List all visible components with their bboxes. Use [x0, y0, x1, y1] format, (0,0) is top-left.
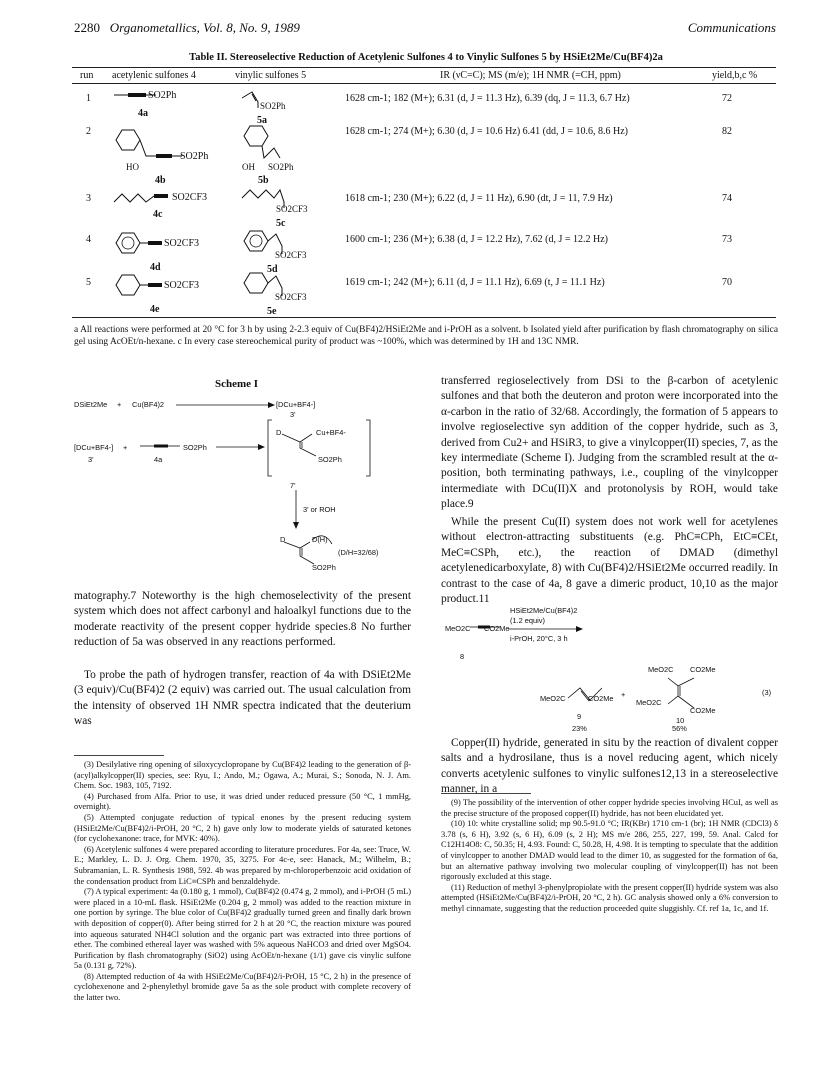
- col-yield: yield,b,c %: [712, 70, 758, 81]
- row3-a-label: 4c: [153, 209, 163, 220]
- row4-a-label: 4d: [150, 262, 161, 273]
- ref-6: (6) Acetylenic sulfones 4 were prepared according to literature procedures. For 4a, see: Truce, W. E.; Markley, L. D. J. Org. Chem. 1970, 35, 3275. For 4c-e, see: Hanack, M.; Wilhelm, B.; Subramanian, L. R. Synthesis 1988, 592. 4b was prepared by m-chloroperbenzoic acid oxidation of the condensation product from LiC≡CSPh and benzaldehyde.: [74, 844, 411, 886]
- eq-plus: +: [621, 690, 626, 699]
- ref-5: (5) Attempted conjugate reduction of typical enones by the present reducing system (HSiEt2Me/Cu(BF4)2/i-PrOH, 20 °C, 2 h) gave only low to moderate yields of saturated ketones (for cyclohexanone: trace, for MVK: 40%).: [74, 812, 411, 844]
- eq-yield9: 23%: [572, 724, 587, 733]
- scheme-prod-d: D: [280, 535, 286, 544]
- eq-conditions: i-PrOH, 20°C, 3 h: [510, 634, 568, 643]
- scheme-num3: 3': [290, 410, 296, 419]
- row1-yield: 72: [722, 93, 732, 104]
- row3-yield: 74: [722, 193, 732, 204]
- table-footnote: a All reactions were performed at 20 °C for 3 h by using 2-2.3 equiv of Cu(BF4)2/HSiEt2Me and i-PrOH as a solvent. b Isolated yield after purification by flash chromatography on silica gel using AcOEt/n-hexane. c In every case stereochemical purity of product was ~100%, which was determined by 1H and 13C NMR.: [74, 325, 778, 348]
- row5-acetylene-structure: [112, 272, 172, 300]
- left-paragraph-1: matography.7 Noteworthy is the high chemoselectivity of the present system which does not affect carbonyl and haloalkyl functions due to the moderate reactivity of the present copper hydride species.8 No further reduction of 5a was observed in any reactions performed.: [74, 590, 411, 649]
- col-run: run: [80, 70, 94, 81]
- eq-num10: 10: [676, 716, 685, 725]
- col-vinylic: vinylic sulfones 5: [235, 70, 307, 81]
- row1-run: 1: [86, 93, 91, 104]
- row2-a-oh: HO: [126, 162, 139, 172]
- scheme-arrow-label: 3' or ROH: [303, 505, 336, 514]
- scheme-prod-ratio: (D/H=32/68): [338, 548, 379, 557]
- scheme-inter-so2: SO2Ph: [318, 455, 342, 464]
- scheme-reagent1: DSiEt2Me: [74, 400, 108, 409]
- row2-v-group: SO2Ph: [268, 162, 294, 172]
- scheme-title: Scheme I: [215, 378, 259, 390]
- scheme-plus: +: [117, 400, 122, 409]
- row5-v-group: SO2CF3: [275, 292, 307, 302]
- scheme-inter-num: 7': [290, 481, 296, 490]
- scheme-prod-so2: SO2Ph: [312, 563, 336, 572]
- row2-yield: 82: [722, 126, 732, 137]
- scheme-product1: [DCu+BF4-]: [276, 400, 316, 409]
- eq-p10-d: CO2Me: [690, 706, 716, 715]
- col-spectra: IR (νC=C); MS (m/e); 1H NMR (=CH, ppm): [440, 70, 621, 81]
- eq-equiv: (1.2 equiv): [510, 616, 545, 625]
- eq-yield10: 56%: [672, 724, 687, 733]
- footnote-separator-right: [441, 793, 531, 794]
- scheme-reagent2: Cu(BF4)2: [132, 400, 165, 409]
- eq-substrate-r: CO2Me: [484, 624, 510, 633]
- table-bottom-rule: [72, 317, 776, 318]
- scheme-substrate: SO2Ph: [183, 443, 207, 452]
- eq-number: (3): [762, 688, 772, 697]
- eq-num8: 8: [460, 652, 465, 661]
- row4-yield: 73: [722, 234, 732, 245]
- eq-p10-c: MeO2C: [636, 698, 662, 707]
- running-header: [74, 20, 300, 36]
- eq-p9-left: MeO2C: [540, 694, 566, 703]
- left-paragraph-2: To probe the path of hydrogen transfer, reaction of 4a with DSiEt2Me (3 equiv)/Cu(BF4)2 (2 equiv) was carried out. The usual calculation from the intensity of observed 1H NMR spectra indicated that the deuterium was: [74, 669, 411, 728]
- row1-a-group: SO2Ph: [148, 90, 177, 101]
- references-right: [441, 798, 778, 915]
- ref-8: (8) Attempted reduction of 4a with HSiEt2Me/Cu(BF4)2/i-PrOH, 15 °C, 2 h) in the presence of cyclohexenone and 2-phenylethyl bromide gave 5a as the sole product with complete recovery of the latter two.: [74, 971, 411, 1003]
- row5-a-group: SO2CF3: [164, 280, 200, 291]
- row2-acetylene-structure: [112, 126, 192, 170]
- ref-7: (7) A typical experiment: 4a (0.180 g, 1 mmol), Cu(BF4)2 (0.474 g, 2 mmol), and i-PrOH (5 mL) were placed in a 10-mL flask. HSiEt2Me (0.204 g, 2 mmol) was added to the reaction mixture in one portion by syringe. The blue color of Cu(BF4)2 gradually turned green and finally dark brown with deposition of copper(0). After being stirred for 2 h at 20 °C, the reaction mixture was poured into aqueous saturated NH4Cl solution and the organic part was extracted into three portions of ether. The combined ethereal layer was washed with 5% aqueous NaHCO3 and dried over MgSO4. Purification by flash chromatography (SiO2) using AcOEt/n-hexane (1/1) gave cis vinylic sulfone 5a (0.131 g, 72%).: [74, 887, 411, 971]
- row4-run: 4: [86, 234, 91, 245]
- right-paragraph-1: transferred regioselectively from DSi to the β-carbon of acetylenic sulfones and that both the deuteron and proton were incorporated into the α-carbon in the ratio of 32/68. Accordingly, the formation of 5 appears to involve regioselective syn addition of the copper hydride, such as 3, derived from Cu2+ and HSiR3, to give a vinylcopper(II) species, 7, as the key intermediate (Scheme I). Judging from the scrambled result at the α-position, both terminating pathways, i.e., coupling of the vinylcopper intermediate with DCu(II)X and protonolysis by ROH, would take place.9: [441, 375, 778, 511]
- row2-a-label: 4b: [155, 175, 166, 186]
- right-paragraph-2: While the present Cu(II) system does not work well for acetylenes without electron-attracting substituents (e.g. PhC≡CPh, EtC≡CEt, MeC≡CSPh, etc.), the reaction of DMAD (dimethyl acetylenedicarboxylate, 8) with Cu(BF4)2/HSiEt2Me occurred readily. In contrast to the case of 4a, 8 gave a dimeric product, 10,10 as the major product.11: [441, 516, 778, 606]
- scheme-arrow-2: [216, 442, 266, 452]
- table-top-rule: [72, 67, 776, 68]
- row5-a-label: 4e: [150, 304, 160, 315]
- row2-data: 1628 cm-1; 274 (M+); 6.30 (d, J = 10.6 Hz) 6.41 (dd, J = 10.6, 8.6 Hz): [345, 126, 628, 137]
- ref-9: (9) The possibility of the intervention of other copper hydride species involving HCuI, as well as the precise structure of the proposed copper(II) hydride, has not been elucidated yet.: [441, 798, 778, 818]
- references-left: [74, 760, 411, 1004]
- row4-data: 1600 cm-1; 236 (M+); 6.38 (d, J = 12.2 Hz), 7.62 (d, J = 12.2 Hz): [345, 234, 608, 245]
- table-header-rule: [72, 83, 776, 84]
- eq-arrow: [508, 624, 584, 634]
- scheme-inter-cu: Cu+BF4-: [316, 428, 346, 437]
- ref-4: (4) Purchased from Alfa. Prior to use, it was dried under reduced pressure (50 °C, 1 mmHg, overnight).: [74, 791, 411, 812]
- col-acetylenic: acetylenic sulfones 4: [112, 70, 196, 81]
- row5-v-label: 5e: [267, 306, 277, 317]
- table-caption: Table II. Stereoselective Reduction of Acetylenic Sulfones 4 to Vinylic Sulfones 5 by HSiEt2Me/Cu(BF4)2a: [189, 52, 663, 63]
- row1-v-label: 5a: [257, 115, 267, 126]
- eq-p10-b: CO2Me: [690, 665, 716, 674]
- eq-p10-a: MeO2C: [648, 665, 674, 674]
- eq-num9: 9: [577, 712, 582, 721]
- eq-p9-right: CO2Me: [588, 694, 614, 703]
- scheme-arrow-1: [176, 400, 276, 410]
- scheme-plus2: +: [123, 443, 128, 452]
- page-number: 2280: [74, 20, 100, 35]
- section-name: Communications: [687, 20, 776, 35]
- journal-name: Organometallics, Vol. 8, No. 9, 1989: [109, 20, 300, 35]
- ref-3: (3) Desilylative ring opening of siloxycyclopropane by Cu(BF4)2 leading to the generation of β-(acyl)alkylcopper(II) species, see: Ryu, I.; Ando, M.; Ogawa, A.; Murai, S.; Sonoda, N. J. Am. Chem. Soc. 1983, 105, 7192.: [74, 760, 411, 791]
- scheme-arrow-3: [291, 490, 301, 530]
- row2-v-oh: OH: [242, 162, 255, 172]
- row4-v-label: 5d: [267, 264, 278, 275]
- right-paragraph-3: Copper(II) hydride, generated in situ by the reaction of divalent copper salts and a hydrosilane, thus is a novel reducing agent, which nicely converts acetylenic sulfones to vinylic sulfones12,13 in a stereoselective manner, in a: [441, 737, 778, 796]
- row1-data: 1628 cm-1; 182 (M+); 6.31 (d, J = 11.3 Hz), 6.39 (dq, J = 11.3, 6.7 Hz): [345, 93, 630, 104]
- row1-v-group: SO2Ph: [260, 101, 286, 111]
- row4-acetylene-structure: [112, 230, 172, 258]
- row2-a-group: SO2Ph: [180, 151, 209, 162]
- ref-10: (10) 10: white crystalline solid; mp 90.5-91.0 °C; IR(KBr) 1710 cm-1 (br); 1H NMR (CDCl3) δ 3.78 (s, 6 H), 3.92 (s, 6 H), 6.09 (s, 2 H); MS m/e 286, 255, 227, 199, 59. Anal. Calcd for C12H14O8: C, 50.35; H, 4.93. Found: C, 50.28, H, 4.98. It is tempting to speculate that the addition of vinylcopper to another DMAD would lead to the dimer 10, as suggested for the formation of 6a, but an alternative pathway involving two molecular coupling of vinylcopper(II) has not been rigorously excluded at this stage.: [441, 819, 778, 882]
- row5-data: 1619 cm-1; 242 (M+); 6.11 (d, J = 11.1 Hz), 6.69 (t, J = 11.1 Hz): [345, 277, 605, 288]
- scheme-prod-dh: D(H): [312, 535, 328, 544]
- row2-v-label: 5b: [258, 175, 269, 186]
- row3-run: 3: [86, 193, 91, 204]
- row3-v-group: SO2CF3: [276, 204, 308, 214]
- row2-run: 2: [86, 126, 91, 137]
- row1-a-label: 4a: [138, 108, 148, 119]
- footnote-separator-left: [74, 755, 164, 756]
- eq-substrate: MeO2C: [445, 624, 471, 633]
- row3-a-group: SO2CF3: [172, 192, 208, 203]
- eq-reagent: HSiEt2Me/Cu(BF4)2: [510, 606, 578, 615]
- scheme-reagent3: [DCu+BF4-]: [74, 443, 114, 452]
- ref-11: (11) Reduction of methyl 3-phenylpropiolate with the present copper(II) hydride system was also attempted (HSiEt2Me/Cu(BF4)2/i-PrOH, 20 °C, 2 h). GC analysis showed only a 6% conversion to methyl cinnamate, suggesting that the reduction proceeded quite sluggishly. Cf. ref 1a, 1c, and 1f.: [441, 882, 778, 913]
- scheme-inter-d: D: [276, 428, 282, 437]
- row5-run: 5: [86, 277, 91, 288]
- scheme-num3b: 3': [88, 455, 94, 464]
- row4-a-group: SO2CF3: [164, 238, 200, 249]
- scheme-num4a: 4a: [154, 455, 163, 464]
- row4-v-group: SO2CF3: [275, 250, 307, 260]
- row3-data: 1618 cm-1; 230 (M+); 6.22 (d, J = 11 Hz), 6.90 (dt, J = 11, 7.9 Hz): [345, 193, 613, 204]
- row3-v-label: 5c: [276, 218, 286, 229]
- row5-yield: 70: [722, 277, 732, 288]
